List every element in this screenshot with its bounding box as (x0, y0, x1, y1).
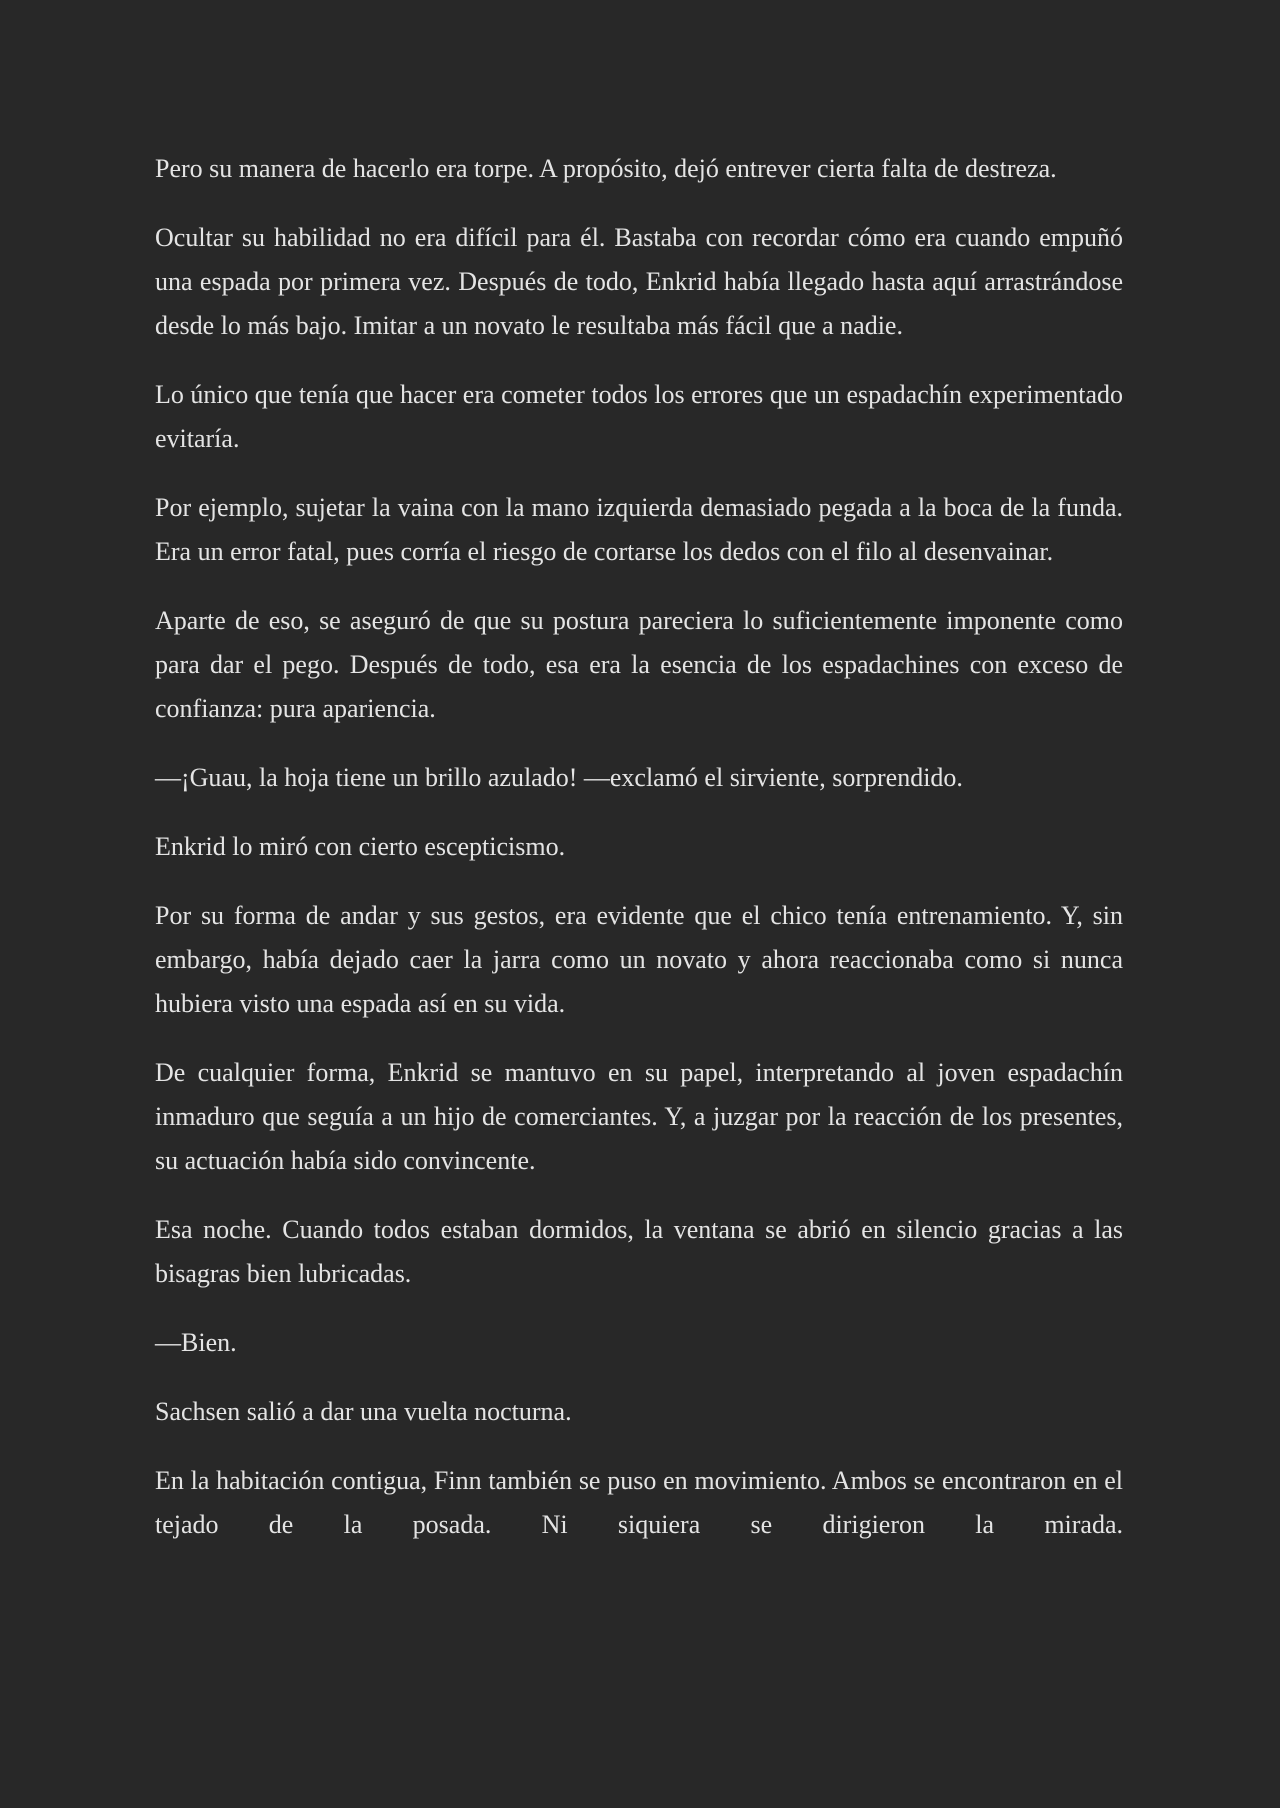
paragraph-8: Por su forma de andar y sus gestos, era evidente que el chico tenía entrenamiento. Y, sin embargo, había dejado caer la jarra como un novato y ahora reaccionaba como si nunca hubiera visto una espada así en su vida. (155, 901, 1123, 1018)
paragraph-3: Lo único que tenía que hacer era cometer todos los errores que un espadachín experimentado evitaría. (155, 380, 1123, 453)
paragraph-6: —¡Guau, la hoja tiene un brillo azulado! —exclamó el sirviente, sorprendido. (155, 763, 963, 792)
paragraph-12: Sachsen salió a dar una vuelta nocturna. (155, 1397, 572, 1426)
paragraph-9: De cualquier forma, Enkrid se mantuvo en su papel, interpretando al joven espadachín inmaduro que seguía a un hijo de comerciantes. Y, a juzgar por la reacción de los presentes, su actuación había sido convincente. (155, 1058, 1123, 1175)
paragraph-5: Aparte de eso, se aseguró de que su postura pareciera lo suficientemente imponente como para dar el pego. Después de todo, esa era la esencia de los espadachines con exceso de confianza: pura apariencia. (155, 606, 1123, 723)
paragraph-1: Pero su manera de hacerlo era torpe. A propósito, dejó entrever cierta falta de destreza. (155, 154, 1057, 183)
paragraph-2: Ocultar su habilidad no era difícil para él. Bastaba con recordar cómo era cuando empuñó una espada por primera vez. Después de todo, Enkrid había llegado hasta aquí arrastrándose desde lo más bajo. Imitar a un novato le resultaba más fácil que a nadie. (155, 223, 1123, 340)
chapter-text (155, 147, 1123, 1572)
paragraph-10: Esa noche. Cuando todos estaban dormidos, la ventana se abrió en silencio gracias a las bisagras bien lubricadas. (155, 1215, 1123, 1288)
paragraph-7: Enkrid lo miró con cierto escepticismo. (155, 832, 566, 861)
paragraph-4: Por ejemplo, sujetar la vaina con la mano izquierda demasiado pegada a la boca de la funda. Era un error fatal, pues corría el riesgo de cortarse los dedos con el filo al desenvainar. (155, 493, 1123, 566)
paragraph-11: —Bien. (155, 1328, 237, 1357)
paragraph-13: En la habitación contigua, Finn también se puso en movimiento. Ambos se encontraron en el tejado de la posada. Ni siquiera se dirigieron la mirada. (155, 1466, 1123, 1539)
